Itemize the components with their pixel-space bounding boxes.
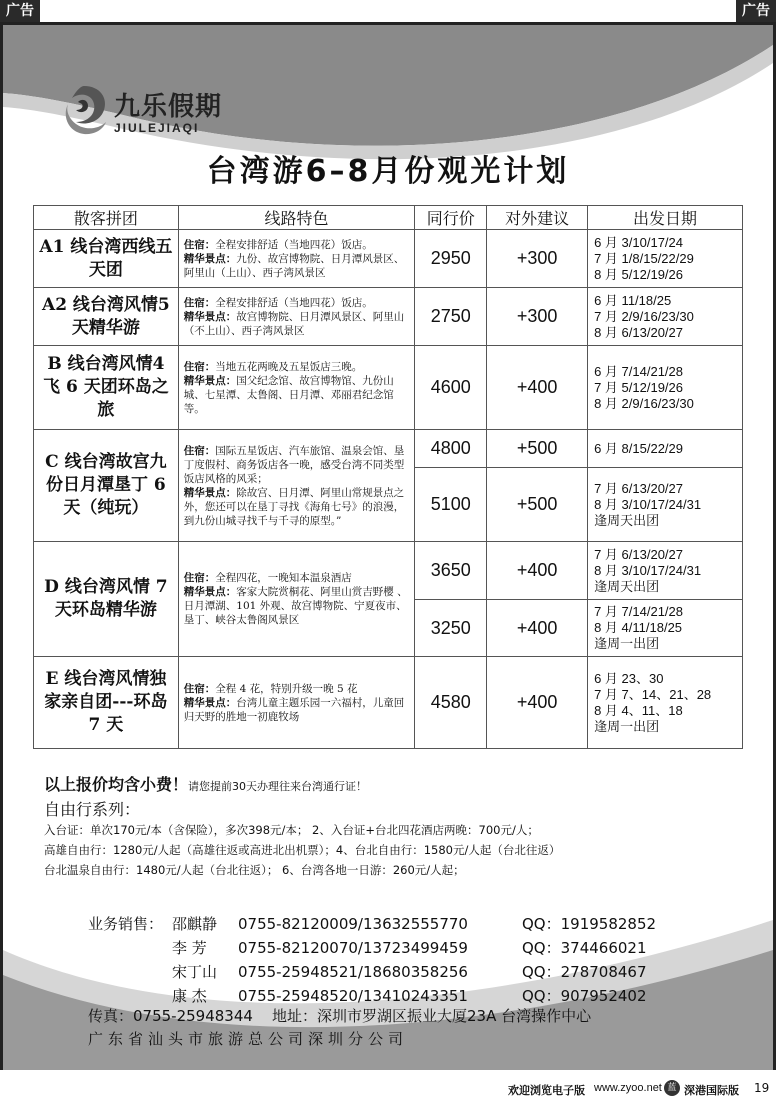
date-line: 7 月 7、14、21、28: [594, 686, 712, 702]
stay-label: 住宿：: [183, 360, 216, 373]
header-group-tour: 散客拼团: [34, 206, 179, 230]
stay-text: 全程安排舒适（当地四花）饭店。: [215, 296, 373, 309]
route-features: [178, 288, 415, 346]
free-travel-line: 入台证：单次170元/本（含保险），多次398元/本； 2、入台证+台北四花酒店两晚：700元/人；: [44, 823, 539, 837]
spots-text: 国父纪念馆、故宫博物馆、九份山城、七星潭、太鲁阁、日月潭、邓丽君纪念馆等。: [183, 374, 394, 415]
suggested-markup: +500: [487, 468, 588, 542]
contact-phone: 0755-82120009/13632555770: [238, 915, 468, 933]
price-notes: [44, 772, 744, 880]
tips-included-note: 以上报价均含小费！: [44, 775, 189, 794]
header-suggested-markup: 对外建议: [487, 206, 588, 230]
trade-price: 5100: [415, 468, 487, 542]
contact-name: 邵麒静: [172, 915, 218, 933]
table-row-b: [34, 346, 743, 430]
contact-qq: QQ：374466021: [522, 939, 647, 957]
route-name: C 线台湾故宫九份日月潭垦丁 6 天（纯玩）: [34, 430, 179, 542]
departure-dates: [588, 430, 743, 468]
date-line: 8 月 4、11、18: [594, 702, 683, 718]
date-line: 8 月 2/9/16/23/30: [594, 395, 694, 411]
date-line: 6 月 7/14/21/28: [594, 363, 683, 379]
spots-label: 精华景点：: [183, 486, 237, 499]
date-line: 8 月 4/11/18/25: [594, 620, 683, 635]
date-line: 逢周一出团: [594, 636, 660, 651]
route-name: E 线台湾风情独家亲自团---环岛 7 天: [34, 657, 179, 749]
contact-qq: QQ：907952402: [522, 987, 647, 1005]
spots-text: 故宫博物院、日月潭风景区、阿里山（不上山）、西子湾风景区: [183, 310, 405, 337]
date-line: 7 月 5/12/19/26: [594, 379, 683, 395]
free-travel-title: 自由行系列：: [44, 800, 141, 819]
free-travel-line: 台北温泉自由行：1480元/人起（台北往返）； 6、台湾各地一日游：260元/人起；: [44, 863, 465, 877]
suggested-markup: +300: [487, 230, 588, 288]
suggested-markup: +300: [487, 288, 588, 346]
suggested-markup: +400: [487, 657, 588, 749]
table-row-c: [34, 430, 743, 468]
date-line: 8 月 5/12/19/26: [594, 266, 683, 282]
date-line: 8 月 3/10/17/24/31: [594, 562, 702, 578]
trade-price: 2750: [415, 288, 487, 346]
footer-badge-icon: 蓝: [664, 1080, 680, 1096]
spots-label: 精华景点：: [183, 310, 237, 323]
suggested-markup: +400: [487, 542, 588, 600]
spots-label: 精华景点：: [183, 374, 237, 387]
suggested-markup: +400: [487, 600, 588, 657]
brand-name-en: JIULEJIAQI: [114, 120, 200, 135]
stay-label: 住宿：: [183, 682, 216, 695]
trade-price: 3250: [415, 600, 487, 657]
route-name: D 线台湾风情 7 天环岛精华游: [34, 542, 179, 657]
date-line: 7 月 1/8/15/22/29: [594, 250, 694, 266]
spots-label: 精华景点：: [183, 586, 237, 598]
page-number: 19: [754, 1081, 770, 1095]
date-line: 7 月 6/13/20/27: [594, 546, 683, 562]
table-row-d: [34, 542, 743, 600]
page-title: 台湾游6–8月份观光计划: [206, 154, 570, 189]
table-header-row: [34, 206, 743, 230]
contact-phone: 0755-25948521/18680358256: [238, 963, 468, 981]
route-features: [178, 657, 415, 749]
footer-site-link[interactable]: www.zyoo.net: [594, 1082, 662, 1094]
route-name: B 线台湾风情4 飞 6 天团环岛之旅: [34, 346, 179, 430]
date-line: 8 月 3/10/17/24/31: [594, 496, 702, 512]
date-line: 6 月 3/10/17/24: [594, 234, 683, 250]
page-footer: [0, 1076, 776, 1100]
route-features: [178, 430, 415, 542]
spots-label: 精华景点：: [183, 252, 237, 265]
stay-text: 国际五星饭店、汽车旅馆、温泉会馆、垦丁度假村、商务饭店各一晚，感受台湾不同类型饭店风格的风采；: [183, 444, 405, 485]
date-line: 7 月 7/14/21/28: [594, 604, 683, 619]
footer-ebook-text: 欢迎浏览电子版: [508, 1084, 585, 1097]
spots-label: 精华景点：: [183, 696, 237, 709]
route-features: [178, 346, 415, 430]
sales-label: 业务销售：: [88, 915, 164, 933]
table-row-a1: [34, 230, 743, 288]
trade-price: 2950: [415, 230, 487, 288]
header-departure-dates: 出发日期: [588, 206, 743, 230]
ad-label-left: 广告: [0, 0, 40, 22]
contact-phone: 0755-25948520/13410243351: [238, 987, 468, 1005]
departure-dates: [588, 542, 743, 600]
contact-row: [88, 960, 702, 984]
departure-dates: [588, 600, 743, 657]
footer-edition: 深港国际版: [684, 1084, 739, 1097]
stay-label: 住宿：: [183, 296, 216, 309]
date-line: 7 月 6/13/20/27: [594, 480, 683, 496]
date-line: 6 月 8/15/22/29: [594, 440, 683, 456]
contact-row: [88, 936, 702, 960]
date-line: 逢周天出团: [594, 512, 660, 528]
departure-dates: [588, 657, 743, 749]
ad-label-right: 广告: [736, 0, 776, 22]
company-name: 广东省汕头市旅游总公司深圳分公司: [88, 1030, 409, 1048]
date-line: 8 月 6/13/20/27: [594, 324, 683, 340]
date-line: 逢周一出团: [594, 718, 660, 734]
sales-contacts: [88, 912, 702, 1008]
brand-swirl-icon: [58, 82, 110, 138]
header-trade-price: 同行价: [415, 206, 487, 230]
trade-price: 3650: [415, 542, 487, 600]
route-name: A1 线台湾西线五天团: [34, 230, 179, 288]
date-line: 逢周天出团: [594, 578, 660, 594]
spots-text: 除故宫、日月潭、阿里山常规景点之外，您还可以在垦丁寻找《海角七号》的浪漫，到九份山城寻找千与千寻的原型。”: [183, 486, 405, 527]
route-features: [178, 230, 415, 288]
contact-qq: QQ：1919582852: [522, 915, 657, 933]
stay-text: 全程四花，一晚知本温泉酒店: [215, 572, 352, 584]
contact-name: 宋丁山: [172, 963, 218, 981]
free-travel-line: 高雄自由行：1280元/人起（高雄往返或高进北出机票）；4、台北自由行：1580元/人起（台北往返）: [44, 843, 561, 857]
permit-reminder: 请您提前30天办理往来台湾通行证！: [188, 780, 368, 793]
contact-row: [88, 912, 702, 936]
contact-name: 康 杰: [172, 987, 207, 1005]
table-row-e: [34, 657, 743, 749]
stay-text: 全程安排舒适（当地四花）饭店。: [215, 238, 373, 251]
contact-name: 李 芳: [172, 939, 207, 957]
stay-text: 全程 4 花，特别升级一晚 5 花: [215, 682, 358, 695]
spots-text: 客家大院赏桐花、阿里山赏吉野樱 、日月潭湖、101 外观、故宫博物院、宁夏夜市、垦丁、峡谷太鲁阁风景区: [183, 586, 408, 626]
office-address: 地址：深圳市罗湖区振业大厦23A 台湾操作中心: [272, 1007, 592, 1025]
stay-label: 住宿：: [183, 572, 216, 584]
trade-price: 4600: [415, 346, 487, 430]
departure-dates: [588, 346, 743, 430]
contact-phone: 0755-82120070/13723499459: [238, 939, 468, 957]
notes-headline: [44, 772, 744, 795]
departure-dates: [588, 468, 743, 542]
fax-address-row: [88, 1004, 591, 1028]
trade-price: 4580: [415, 657, 487, 749]
departure-dates: [588, 288, 743, 346]
suggested-markup: +400: [487, 346, 588, 430]
date-line: 6 月 11/18/25: [594, 292, 672, 308]
stay-text: 当地五花两晚及五星饭店三晚。: [215, 360, 363, 373]
brand-logo: [58, 82, 222, 138]
suggested-markup: +500: [487, 430, 588, 468]
spots-text: 台湾儿童主题乐园一六福村，儿童回归天野的胜地一初鹿牧场: [183, 696, 405, 723]
brand-name-cn: 九乐假期: [114, 91, 223, 122]
stay-label: 住宿：: [183, 238, 216, 251]
spots-text: 九份、故宫博物院、日月潭风景区、阿里山（上山）、西子湾风景区: [183, 252, 405, 279]
departure-dates: [588, 230, 743, 288]
tour-price-table: [33, 205, 743, 749]
table-row-a2: [34, 288, 743, 346]
stay-label: 住宿：: [183, 444, 216, 457]
header-route-features: 线路特色: [178, 206, 415, 230]
trade-price: 4800: [415, 430, 487, 468]
fax-number: 传真：0755-25948344: [88, 1007, 253, 1025]
date-line: 7 月 2/9/16/23/30: [594, 308, 694, 324]
contact-qq: QQ：278708467: [522, 963, 647, 981]
date-line: 6 月 23、30: [594, 670, 664, 686]
route-features: [178, 542, 415, 657]
route-name: A2 线台湾风情5 天精华游: [34, 288, 179, 346]
